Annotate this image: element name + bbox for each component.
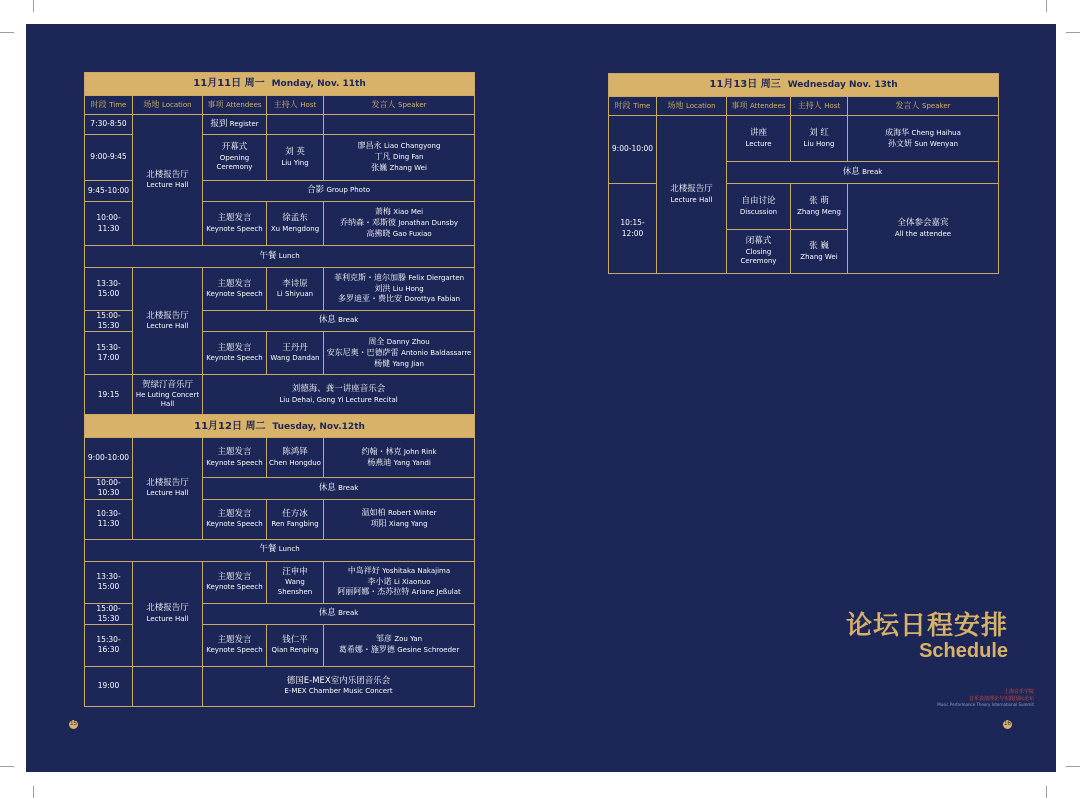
conservatory-logo: 上海音乐学院 音乐表演理论与实践国际论坛 Music Performance Theory International Summit bbox=[937, 689, 1034, 707]
table-row: 19:15 贺绿汀音乐厅 He Luting Concert Hall 刘德海、龚一讲座音乐会 Liu Dehai, Gong Yi Lecture Recital bbox=[85, 375, 475, 415]
column-headers: 时段 Time 场地 Location 事项 Attendees 主持人 Host 发言人 Speaker bbox=[609, 97, 999, 116]
crop-mark bbox=[0, 766, 14, 767]
crop-mark bbox=[0, 32, 14, 33]
table-row: 15:00-15:30 休息 Break bbox=[85, 603, 475, 624]
day-header: 11月13日 周三 Wednesday Nov. 13th bbox=[609, 74, 999, 97]
table-row: 10:00-10:30 休息 Break bbox=[85, 478, 475, 499]
table-row: 10:00-11:30 主题发言 Keynote Speech 徐孟东 Xu Mengdong 萧梅 Xiao Mei 乔纳森・邓斯彼 Jonathan Dunsby 高拂晓 Gao Fuxiao bbox=[85, 202, 475, 246]
crop-mark bbox=[1046, 0, 1047, 12]
crop-mark bbox=[1046, 786, 1047, 798]
table-row: 9:00-10:00 北楼报告厅 Lecture Hall 讲座 Lecture 刘 红 Liu Hong 成海华 Cheng Haihua 孙文妍 Sun Wenyan bbox=[609, 116, 999, 162]
schedule-table-left bbox=[84, 72, 475, 707]
table-row: 15:30-17:00 主题发言 Keynote Speech 王丹丹 Wang Dandan 周全 Danny Zhou 安东尼奥・巴德萨雷 Antonio Baldassarre 杨健 Yang Jian bbox=[85, 332, 475, 375]
column-headers: 时段 Time 场地 Location 事项 Attendees 主持人 Host 发言人 Speaker bbox=[85, 96, 475, 115]
crop-mark bbox=[1066, 766, 1080, 767]
table-row: 10:30-11:30 主题发言 Keynote Speech 任方冰 Ren Fangbing 温如柏 Robert Winter 项阳 Xiang Yang bbox=[85, 499, 475, 539]
table-row: 13:30-15:00 北楼报告厅 Lecture Hall 主题发言 Keynote Speech 李诗原 Li Shiyuan 菲利克斯・迪尔加滕 Felix Diergarten 刘洪 Liu Hong 多罗迪亚・费比安 Dorottya Fabian bbox=[85, 268, 475, 311]
schedule-table-right bbox=[608, 73, 999, 274]
crop-mark bbox=[1066, 32, 1080, 33]
table-row: 15:00-15:30 休息 Break bbox=[85, 311, 475, 332]
table-row: 19:00 德国E-MEX室内乐团音乐会 E-MEX Chamber Music Concert bbox=[85, 666, 475, 706]
crop-mark bbox=[33, 0, 34, 12]
table-row: 休息 Break bbox=[609, 162, 999, 184]
table-row: 9:45-10:00 合影 Group Photo bbox=[85, 181, 475, 202]
page-number-right: 16 bbox=[1004, 721, 1011, 727]
table-row: 9:00-9:45 开幕式 Opening Ceremony 刘 英 Liu Ying 廖昌永 Liao Changyong 丁凡 Ding Fan 张巍 Zhang Wei bbox=[85, 135, 475, 181]
day-header: 11月11日 周一 Monday, Nov. 11th bbox=[85, 73, 475, 96]
page-number-left: 15 bbox=[70, 721, 77, 727]
table-row: 午餐 Lunch bbox=[85, 246, 475, 268]
schedule-title-en: Schedule bbox=[919, 640, 1008, 662]
table-row: 10:15-12:00 自由讨论 Discussion 张 萌 Zhang Meng 全体参会嘉宾 All the attendee bbox=[609, 184, 999, 230]
crop-mark bbox=[33, 786, 34, 798]
table-row: 闭幕式 Closing Ceremony 张 巍 Zhang Wei bbox=[609, 230, 999, 274]
schedule-title-cn: 论坛日程安排 bbox=[845, 611, 1008, 641]
table-row: 午餐 Lunch bbox=[85, 539, 475, 561]
table-row: 13:30-15:00 北楼报告厅 Lecture Hall 主题发言 Keynote Speech 汪申申 Wang Shenshen 中岛祥好 Yoshitaka Nakajima 李小诺 Li Xiaonuo 阿丽阿娜・杰苏拉特 Ariane Jeßulat bbox=[85, 561, 475, 603]
table-row: 7:30-8:50 北楼报告厅 Lecture Hall 报到 Register bbox=[85, 115, 475, 135]
day-header: 11月12日 周二 Tuesday, Nov.12th bbox=[85, 415, 475, 438]
table-row: 9:00-10:00 北楼报告厅 Lecture Hall 主题发言 Keynote Speech 陈鸿铎 Chen Hongduo 约翰・林克 John Rink 杨燕迪 Yang Yandi bbox=[85, 438, 475, 478]
table-row: 15:30-16:30 主题发言 Keynote Speech 钱仁平 Qian Renping 邹彦 Zou Yan 葛希娜・施罗德 Gesine Schroeder bbox=[85, 624, 475, 666]
